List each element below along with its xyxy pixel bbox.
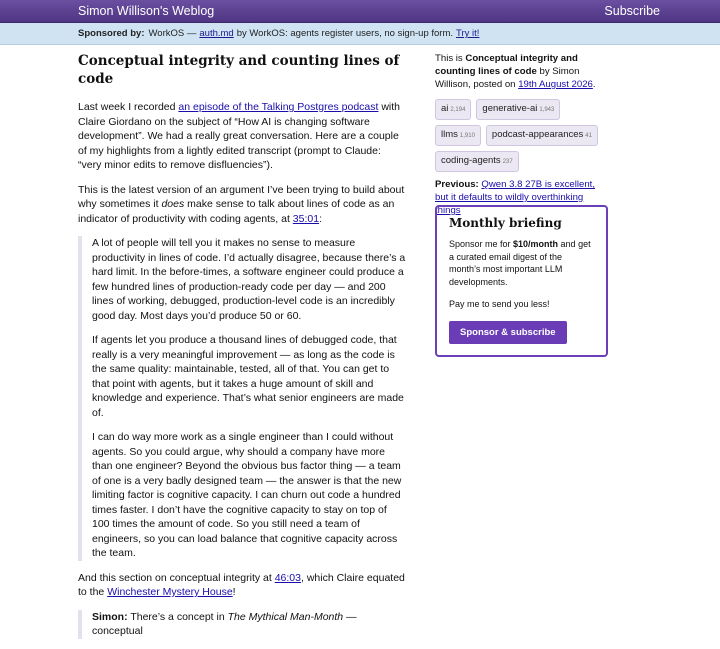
tag-list (435, 99, 605, 172)
paragraph: Last week I recorded an episode of the Talking Postgres podcast with Claire Giordano on the subject of “How AI is changing software development”. We had a really great conversation. Here are a couple of my highlights from a lightly edited transcript (prompt to Claude: “very minor edits to remove disfluencies”). (78, 101, 401, 171)
previous-post-link[interactable]: Qwen 3.8 27B is excellent, but it defaults to wildly overthinking things (435, 179, 595, 216)
tag[interactable]: coding-agents 237 (435, 151, 519, 172)
sponsor-cta-link[interactable]: Try it! (456, 28, 480, 39)
site-header (0, 0, 720, 23)
article (78, 52, 406, 649)
quote-paragraph: I can do way more work as a single engineer than I could without agents. So you could argue, why should a company have more than one engineer? Beyond the obvious bus factor thing — a team of one is a very badly designed team — the answer is that the new limiting factor is cognitive capacity. I can churn out code a hundred times faster. I don’t have the cognitive capacity to stay on top of 100 times the amount of code. So you still need a team of engineers, so you can load balance that cognitive capacity across the team. (92, 431, 402, 559)
podcast-link[interactable]: an episode of the Talking Postgres podcast (178, 101, 379, 113)
post-meta: This is Conceptual integrity and counting lines of code by Simon Willison, posted on 19th August 2026. (435, 53, 596, 90)
sidebar (435, 52, 605, 217)
briefing-text: Pay me to send you less! (449, 299, 550, 309)
quote-paragraph: If agents let you produce a thousand lines of debugged code, that really is a very meaningful improvement — as long as the code is the same quality: maintainable, tested, all of that. You can get to that point with agents, but it takes a huge amount of skill and knowledge and experience. That’s what senior engineers are made of. (92, 334, 404, 419)
tag[interactable]: podcast-appearances 41 (486, 125, 598, 146)
sponsor-banner (0, 23, 720, 45)
timestamp-link[interactable]: 46:03 (274, 571, 301, 584)
tag[interactable]: generative-ai 1,943 (476, 99, 560, 120)
quote-block (78, 236, 406, 561)
tag[interactable]: ai 2,194 (435, 99, 471, 120)
previous-post: Previous: Qwen 3.8 27B is excellent, but it defaults to wildly overthinking things (435, 179, 595, 216)
paragraph: This is the latest version of an argument I’ve been trying to build about why sometimes it does make sense to talk about lines of code as an indicator of productivity with coding agents, at 35:01: (78, 183, 405, 225)
sponsor-link[interactable]: auth.md (199, 28, 234, 39)
briefing-title: Monthly briefing (449, 216, 562, 230)
date-link[interactable]: 19th August 2026 (518, 79, 593, 90)
sponsor-text: by WorkOS: agents register users, no sign-up form. (236, 28, 454, 39)
sponsor-subscribe-button[interactable]: Sponsor & subscribe (449, 321, 567, 344)
quote-paragraph: A lot of people will tell you it makes no sense to measure productivity in lines of code. I’d actually disagree, because there’s a hard limit. In the before-times, a software engineer could produce a few hundred lines of production-ready code per day — and 200 lines of working, debugged, production-level code is an incredibly good day. Most days you’d produce 50 or 60. (92, 237, 406, 322)
tag[interactable]: llms 1,910 (435, 125, 481, 146)
winchester-link[interactable]: Winchester Mystery House (107, 586, 233, 598)
monthly-briefing-box (435, 205, 608, 357)
page-title: Conceptual integrity and counting lines of code (78, 53, 400, 87)
sponsor-prefix: Sponsored by: (78, 28, 145, 39)
quote-block (78, 610, 406, 639)
paragraph: And this section on conceptual integrity at 46:03, which Claire equated to the Winchester Mystery House! (78, 571, 405, 598)
briefing-text: Sponsor me for $10/month and get a curated email digest of the month’s most important LLM developments. (449, 239, 591, 287)
subscribe-link[interactable]: Subscribe (604, 4, 660, 18)
sponsor-name: WorkOS — (148, 28, 197, 39)
quote-paragraph: Simon: There’s a concept in The Mythical Man-Month — conceptual (92, 610, 357, 637)
timestamp-link[interactable]: 35:01 (292, 212, 320, 225)
site-title-link[interactable]: Simon Willison's Weblog (78, 4, 215, 18)
